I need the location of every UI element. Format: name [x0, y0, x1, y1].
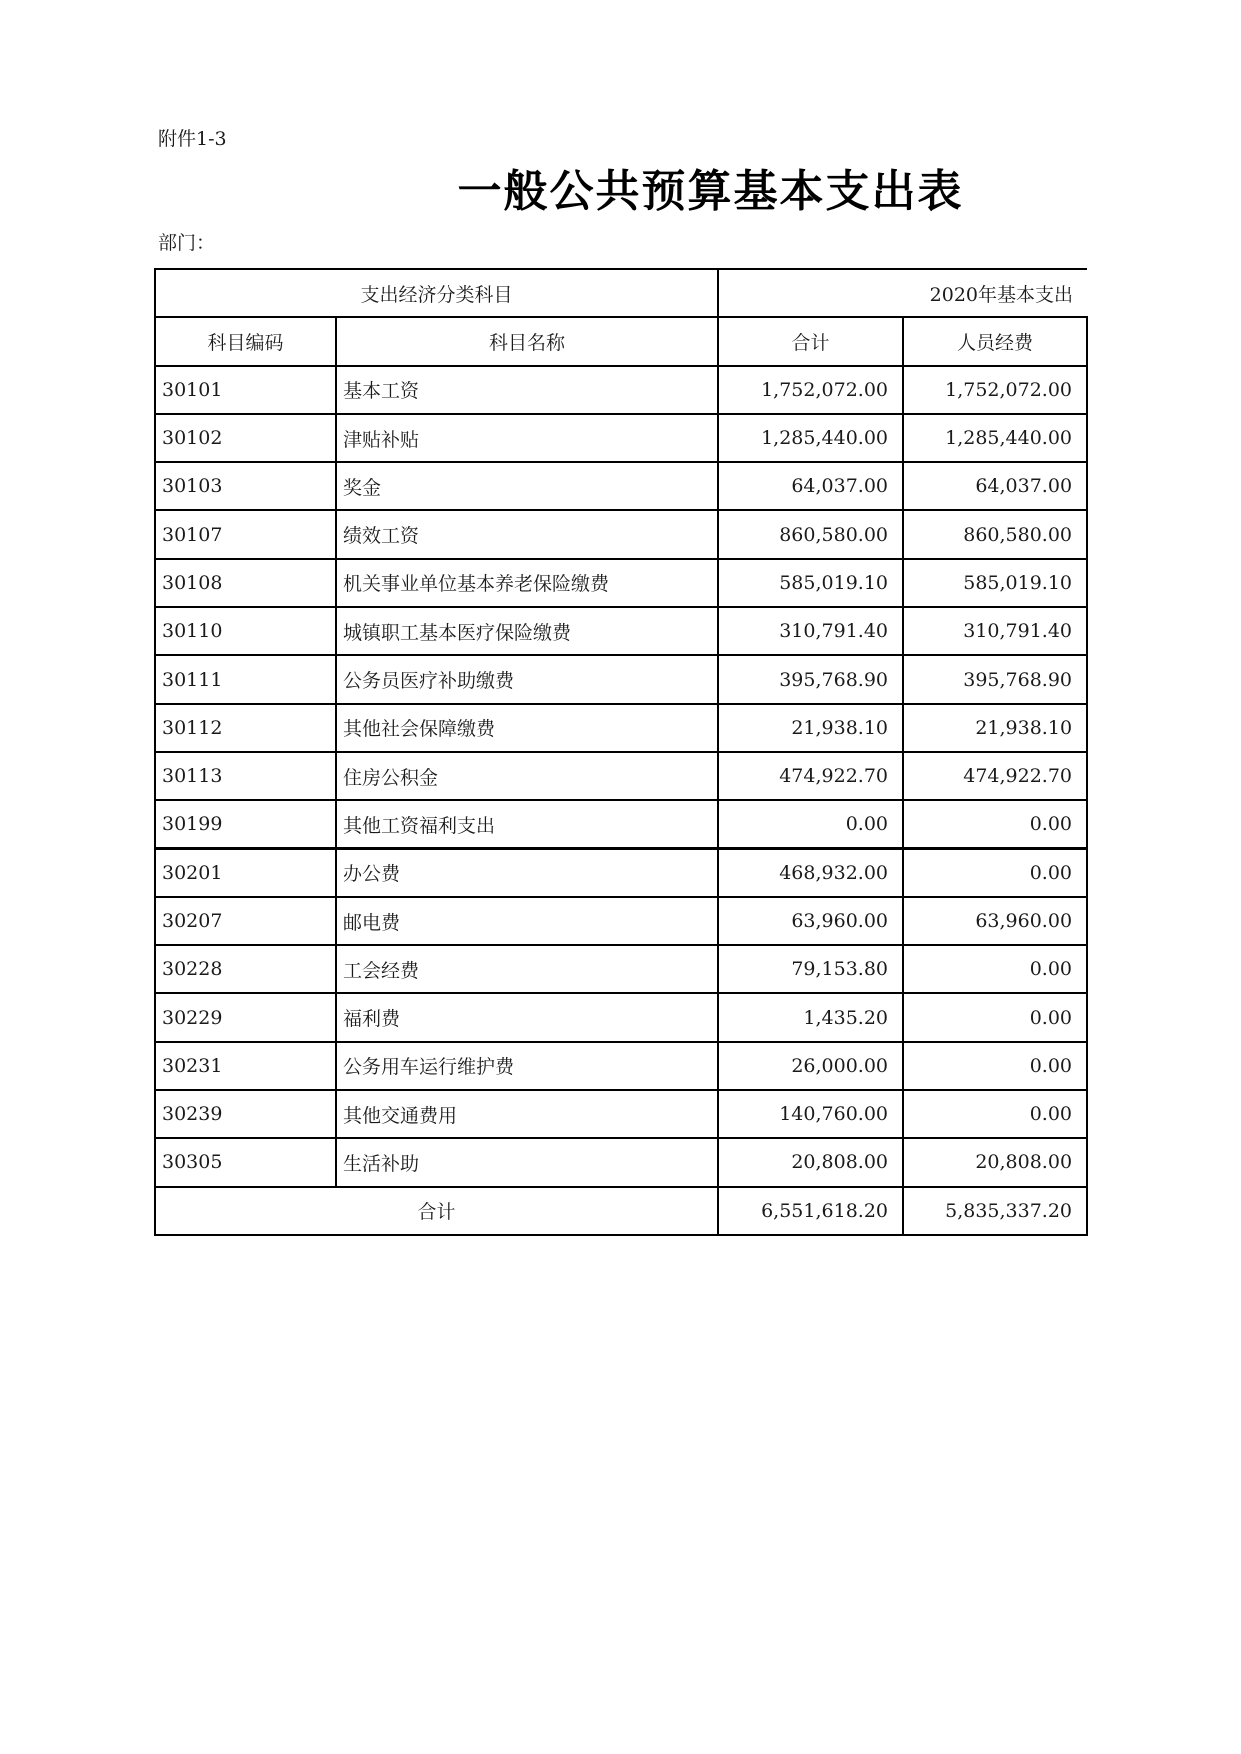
row-name: 福利费 [336, 993, 718, 1041]
table-row [155, 510, 1087, 558]
header-basic-expenditure: 2020年基本支出 [718, 269, 1087, 317]
row-staff-cost: 474,922.70 [903, 752, 1087, 800]
table-row [155, 1090, 1087, 1138]
total-sum: 6,551,618.20 [718, 1187, 903, 1235]
column-header-code: 科目编码 [155, 317, 336, 365]
row-total: 140,760.00 [718, 1090, 903, 1138]
row-name: 津贴补贴 [336, 414, 718, 462]
row-staff-cost: 0.00 [903, 945, 1087, 993]
row-total: 585,019.10 [718, 559, 903, 607]
row-name: 城镇职工基本医疗保险缴费 [336, 607, 718, 655]
row-code: 30103 [155, 462, 336, 510]
row-total: 79,153.80 [718, 945, 903, 993]
table-row [155, 1042, 1087, 1090]
row-name: 生活补助 [336, 1138, 718, 1186]
row-name: 其他工资福利支出 [336, 800, 718, 848]
table-row [155, 462, 1087, 510]
row-code: 30201 [155, 849, 336, 897]
row-total: 474,922.70 [718, 752, 903, 800]
table-row [155, 366, 1087, 414]
row-code: 30111 [155, 655, 336, 703]
row-code: 30102 [155, 414, 336, 462]
column-header-staff-cost: 人员经费 [903, 317, 1087, 365]
total-row [155, 1187, 1087, 1235]
row-staff-cost: 310,791.40 [903, 607, 1087, 655]
row-staff-cost: 0.00 [903, 1042, 1087, 1090]
budget-table [154, 268, 1088, 1236]
table-row [155, 704, 1087, 752]
page-title: 一般公共预算基本支出表 [457, 166, 964, 217]
column-header-row [155, 317, 1087, 365]
row-staff-cost: 0.00 [903, 849, 1087, 897]
row-total: 21,938.10 [718, 704, 903, 752]
row-total: 310,791.40 [718, 607, 903, 655]
table-row [155, 993, 1087, 1041]
row-total: 0.00 [718, 800, 903, 848]
row-staff-cost: 395,768.90 [903, 655, 1087, 703]
table-row [155, 655, 1087, 703]
row-name: 工会经费 [336, 945, 718, 993]
row-code: 30101 [155, 366, 336, 414]
header-classification: 支出经济分类科目 [155, 269, 718, 317]
row-staff-cost: 0.00 [903, 1090, 1087, 1138]
table-row [155, 945, 1087, 993]
row-code: 30199 [155, 800, 336, 848]
row-staff-cost: 0.00 [903, 993, 1087, 1041]
table-row [155, 559, 1087, 607]
row-name: 办公费 [336, 849, 718, 897]
row-staff-cost: 585,019.10 [903, 559, 1087, 607]
row-code: 30228 [155, 945, 336, 993]
row-staff-cost: 860,580.00 [903, 510, 1087, 558]
row-name: 其他交通费用 [336, 1090, 718, 1138]
row-code: 30305 [155, 1138, 336, 1186]
row-staff-cost: 1,752,072.00 [903, 366, 1087, 414]
attachment-label: 附件1-3 [158, 128, 227, 150]
row-staff-cost: 1,285,440.00 [903, 414, 1087, 462]
row-code: 30229 [155, 993, 336, 1041]
row-name: 公务用车运行维护费 [336, 1042, 718, 1090]
row-total: 860,580.00 [718, 510, 903, 558]
row-name: 机关事业单位基本养老保险缴费 [336, 559, 718, 607]
row-total: 1,435.20 [718, 993, 903, 1041]
row-staff-cost: 64,037.00 [903, 462, 1087, 510]
table-row [155, 849, 1087, 897]
row-name: 邮电费 [336, 897, 718, 945]
column-header-name: 科目名称 [336, 317, 718, 365]
row-total: 63,960.00 [718, 897, 903, 945]
table-row [155, 1138, 1087, 1186]
row-name: 住房公积金 [336, 752, 718, 800]
row-total: 1,752,072.00 [718, 366, 903, 414]
row-staff-cost: 21,938.10 [903, 704, 1087, 752]
row-code: 30239 [155, 1090, 336, 1138]
row-staff-cost: 20,808.00 [903, 1138, 1087, 1186]
row-code: 30110 [155, 607, 336, 655]
department-label: 部门： [158, 232, 216, 254]
row-code: 30107 [155, 510, 336, 558]
table-row [155, 607, 1087, 655]
row-staff-cost: 0.00 [903, 800, 1087, 848]
group-header-row [155, 269, 1087, 317]
row-total: 395,768.90 [718, 655, 903, 703]
table-row [155, 897, 1087, 945]
column-header-total: 合计 [718, 317, 903, 365]
row-code: 30112 [155, 704, 336, 752]
row-total: 20,808.00 [718, 1138, 903, 1186]
table-row [155, 800, 1087, 848]
row-code: 30207 [155, 897, 336, 945]
row-code: 30231 [155, 1042, 336, 1090]
row-staff-cost: 63,960.00 [903, 897, 1087, 945]
row-name: 绩效工资 [336, 510, 718, 558]
row-total: 26,000.00 [718, 1042, 903, 1090]
row-name: 其他社会保障缴费 [336, 704, 718, 752]
row-name: 公务员医疗补助缴费 [336, 655, 718, 703]
row-code: 30108 [155, 559, 336, 607]
row-total: 1,285,440.00 [718, 414, 903, 462]
row-total: 468,932.00 [718, 849, 903, 897]
row-name: 基本工资 [336, 366, 718, 414]
total-staff-cost: 5,835,337.20 [903, 1187, 1087, 1235]
table-row [155, 752, 1087, 800]
row-name: 奖金 [336, 462, 718, 510]
row-total: 64,037.00 [718, 462, 903, 510]
row-code: 30113 [155, 752, 336, 800]
table-row [155, 414, 1087, 462]
total-label: 合计 [155, 1187, 718, 1235]
